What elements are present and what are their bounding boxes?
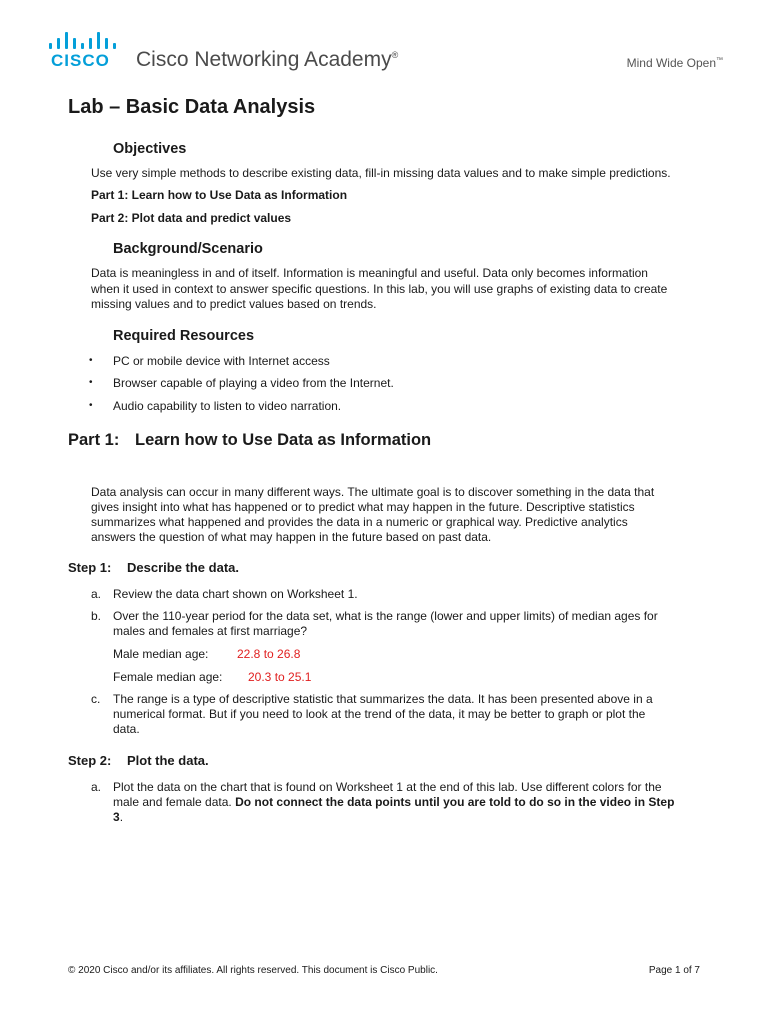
cisco-bars-icon [49, 31, 113, 49]
step1-c-letter: c. [91, 692, 101, 706]
resources-heading: Required Resources [113, 328, 255, 344]
step1-title: Describe the data. [127, 560, 239, 575]
background-line-1: Data is meaningless in and of itself. Information is meaningful and useful. Data only becomes information [91, 266, 648, 280]
part1-heading-title: Learn how to Use Data as Information [135, 431, 432, 449]
bullet-icon: • [89, 355, 93, 366]
page-title: Lab – Basic Data Analysis [68, 96, 316, 118]
step1-c-line-1: The range is a type of descriptive statistic that summarizes the data. It has been presented above in a [113, 692, 653, 706]
step2-a-line-2-plain: male and female data. [113, 795, 236, 809]
female-median-label: Female median age: [113, 670, 223, 684]
product-name: Cisco Networking Academy® [136, 48, 399, 71]
step1-a-text: Review the data chart shown on Worksheet 1. [113, 587, 358, 601]
cisco-wordmark: CISCO [51, 51, 110, 70]
male-median-answer: 22.8 to 26.8 [237, 647, 301, 661]
objective-part-1: Part 1: Learn how to Use Data as Information [91, 188, 348, 202]
objectives-text: Use very simple methods to describe existing data, fill-in missing data values and to make simple predictions. [91, 166, 671, 180]
female-median-answer: 20.3 to 25.1 [248, 670, 312, 684]
background-line-2: when it used in context to answer specific questions. In this lab, you will use graphs of existing data to create [91, 282, 668, 296]
objective-part-2: Part 2: Plot data and predict values [91, 211, 292, 225]
step2-a-line-3-bold: 3 [113, 810, 120, 824]
bullet-icon: • [89, 400, 93, 411]
background-heading: Background/Scenario [113, 241, 263, 257]
step1-b-letter: b. [91, 609, 102, 623]
step2-a-line-3 [113, 810, 123, 825]
resource-item-2: Browser capable of playing a video from the Internet. [113, 376, 394, 390]
part1-intro-line-3: summarizes what happened and provides the data in a numeric or graphical way. Predictive analytics [91, 515, 628, 529]
step1-c-line-2: numerical format. But if you need to look at the trend of the data, it may be better to graph or plot the [113, 707, 646, 721]
part1-intro-line-1: Data analysis can occur in many different ways. The ultimate goal is to discover something in the data that [91, 485, 655, 499]
step2-a-line-2-bold: Do not connect the data points until you are told to do so in the video in Step [235, 795, 675, 809]
step1-b-line-1: Over the 110-year period for the data set, what is the range (lower and upper limits) of median ages for [113, 609, 658, 623]
background-line-3: missing values and to predict values based on trends. [91, 297, 377, 311]
part1-intro-line-4: answers the question of what may happen in the future based on past data. [91, 530, 492, 544]
male-median-label: Male median age: [113, 647, 209, 661]
step2-number: Step 2: [68, 753, 112, 768]
resource-item-1: PC or mobile device with Internet access [113, 354, 330, 368]
footer-page-number: Page 1 of 7 [648, 965, 700, 976]
step2-a-letter: a. [91, 780, 102, 794]
step1-a-letter: a. [91, 587, 102, 601]
part1-intro-line-2: gives insight into what has happened or to predict what may happen in the future. Descriptive statistics [91, 500, 635, 514]
step1-number: Step 1: [68, 560, 112, 575]
page-header [0, 0, 768, 80]
part1-heading-number: Part 1: [68, 431, 120, 449]
tagline: Mind Wide Open™ [626, 56, 723, 70]
step1-c-line-3: data. [113, 722, 140, 736]
step2-title: Plot the data. [127, 753, 209, 768]
resource-item-3: Audio capability to listen to video narration. [113, 399, 342, 413]
step2-a-line-2 [113, 795, 674, 810]
objectives-heading: Objectives [113, 141, 187, 157]
footer-copyright: © 2020 Cisco and/or its affiliates. All rights reserved. This document is Cisco Public. [68, 965, 438, 976]
bullet-icon: • [89, 377, 93, 388]
step2-a-line-3-end: . [119, 810, 124, 824]
step1-b-line-2: males and females at first marriage? [113, 624, 308, 638]
step2-a-line-1: Plot the data on the chart that is found on Worksheet 1 at the end of this lab. Use different colors for the [113, 780, 662, 794]
